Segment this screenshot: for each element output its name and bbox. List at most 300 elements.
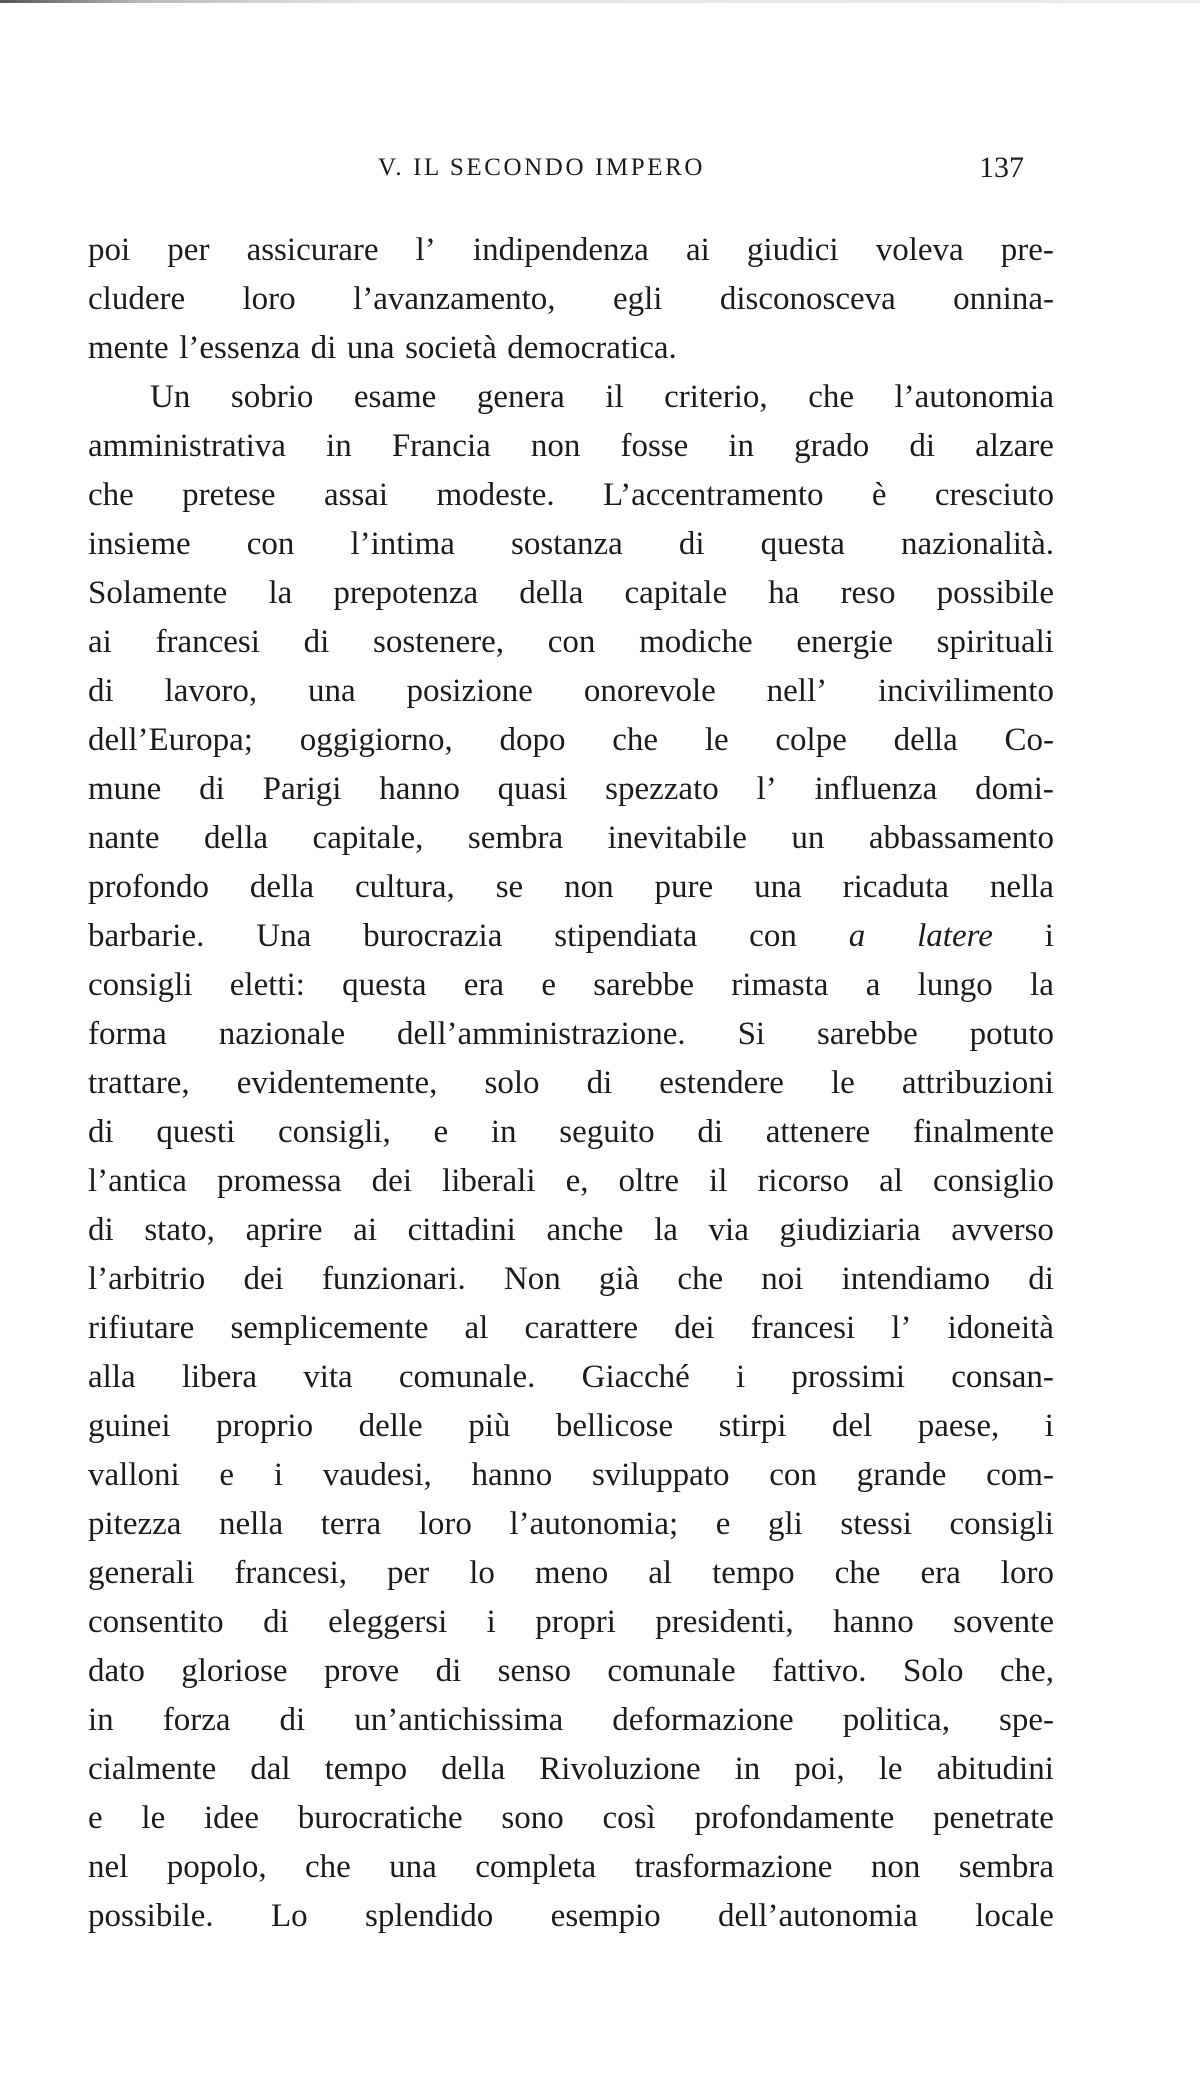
word: della: [203, 820, 269, 856]
word: questa: [760, 526, 845, 562]
word: Non: [503, 1261, 561, 1297]
text-line: [88, 667, 1054, 716]
word: criterio,: [664, 379, 768, 415]
word: promessa: [216, 1163, 342, 1199]
text-line: [88, 863, 1054, 912]
word: spirituali: [936, 624, 1054, 660]
word: la: [1030, 967, 1054, 1003]
text-line: [88, 1059, 1054, 1108]
word: francesi,: [234, 1555, 347, 1591]
word: com-: [986, 1457, 1054, 1493]
word: giudiziaria: [779, 1212, 921, 1248]
word: vaudesi,: [322, 1457, 432, 1493]
word: dei: [371, 1163, 412, 1199]
word: una: [754, 869, 802, 905]
word: dell’amministrazione.: [397, 1016, 686, 1052]
word: stirpi: [718, 1408, 787, 1444]
word: a: [865, 967, 881, 1003]
word: nante: [88, 820, 160, 856]
word: di: [435, 1653, 462, 1689]
word: l’essenza: [179, 330, 301, 366]
word: questa: [342, 967, 427, 1003]
word: l’avanzamento,: [353, 281, 556, 317]
word: profondo: [88, 869, 209, 905]
word: prove: [324, 1653, 400, 1689]
word: Co-: [1004, 722, 1054, 758]
word: e: [219, 1457, 235, 1493]
word: barbarie.: [88, 918, 205, 954]
word: Francia: [391, 428, 491, 464]
word: voleva: [875, 232, 964, 268]
word: e: [88, 1800, 103, 1836]
word: generali: [88, 1555, 195, 1591]
word: ai: [353, 1212, 377, 1248]
word: via: [708, 1212, 749, 1248]
word: grande: [856, 1457, 947, 1493]
word: della: [249, 869, 315, 905]
word: consigli: [88, 967, 193, 1003]
word: poi: [88, 232, 131, 268]
word: di: [310, 330, 337, 366]
word: posizione: [406, 673, 533, 709]
word: pre-: [1000, 232, 1054, 268]
word: e: [433, 1114, 449, 1150]
word: le: [830, 1065, 855, 1101]
word: deformazione: [612, 1702, 794, 1738]
word: penetrate: [933, 1800, 1054, 1836]
word: finalmente: [912, 1114, 1054, 1150]
word: lavoro,: [164, 673, 258, 709]
text-line: [88, 1451, 1054, 1500]
word: noi: [761, 1261, 804, 1297]
word: esame: [353, 379, 437, 415]
word: cludere: [88, 281, 186, 317]
text-line: [88, 1696, 1054, 1745]
word: Una: [256, 918, 312, 954]
word: pitezza: [88, 1506, 182, 1542]
word: possibile: [936, 575, 1054, 611]
word: che,: [999, 1653, 1054, 1689]
word: trasformazione: [634, 1849, 833, 1885]
text-line: [88, 1353, 1054, 1402]
word: che: [612, 722, 659, 758]
word: già: [598, 1261, 640, 1297]
word: per: [167, 232, 210, 268]
word: avverso: [951, 1212, 1054, 1248]
text-line: [88, 1500, 1054, 1549]
word: fosse: [620, 428, 689, 464]
word: nell’: [766, 673, 828, 709]
word: nella: [219, 1506, 284, 1542]
word: al: [879, 1163, 903, 1199]
word: assai: [323, 477, 389, 513]
text-line: [88, 324, 1054, 373]
text-line: [88, 1647, 1054, 1696]
word: comunale: [607, 1653, 736, 1689]
word: dei: [674, 1310, 715, 1346]
word: influenza: [814, 771, 938, 807]
word: ricaduta: [842, 869, 949, 905]
word: intendiamo: [841, 1261, 991, 1297]
word: abbassamento: [868, 820, 1054, 856]
word: francesi: [155, 624, 260, 660]
text-line: [88, 1206, 1054, 1255]
word: guinei: [88, 1408, 171, 1444]
word: i: [273, 1457, 283, 1493]
word: per: [387, 1555, 430, 1591]
word: di: [88, 673, 114, 709]
word: estendere: [659, 1065, 784, 1101]
word: valloni: [88, 1457, 180, 1493]
word: colpe: [775, 722, 847, 758]
text-line: [88, 520, 1054, 569]
word: il: [709, 1163, 728, 1199]
word: più: [468, 1408, 511, 1444]
word: le: [141, 1800, 166, 1836]
word: consiglio: [933, 1163, 1054, 1199]
word: funzionari.: [321, 1261, 466, 1297]
word: di: [909, 428, 936, 464]
text-line: [88, 1794, 1054, 1843]
word: liberali: [442, 1163, 536, 1199]
word: capitale: [624, 575, 728, 611]
word: pretese: [182, 477, 276, 513]
word: domi-: [975, 771, 1054, 807]
word: l’intima: [350, 526, 455, 562]
word: onnina-: [953, 281, 1054, 317]
word: e,: [565, 1163, 589, 1199]
word: con: [246, 526, 295, 562]
word: l’: [415, 232, 436, 268]
word: le: [878, 1751, 903, 1787]
word: rimasta: [731, 967, 829, 1003]
word: oggigiorno,: [299, 722, 453, 758]
word: consigli: [949, 1506, 1054, 1542]
word: della: [441, 1751, 506, 1787]
word: inevitabile: [607, 820, 747, 856]
word: giudici: [746, 232, 839, 268]
word: che: [88, 477, 134, 513]
word: con: [749, 918, 797, 954]
page-top-edge: [0, 0, 1200, 3]
word: dal: [250, 1751, 291, 1787]
text-line: [88, 1598, 1054, 1647]
word: tempo: [712, 1555, 795, 1591]
word: di: [199, 771, 225, 807]
word: mune: [88, 771, 162, 807]
text-line: [88, 1549, 1054, 1598]
text-line: [88, 275, 1054, 324]
word: la: [268, 575, 293, 611]
word: sostenere,: [373, 624, 505, 660]
body-text: [88, 226, 1054, 1941]
word: sembra: [467, 820, 564, 856]
word: i: [1044, 1408, 1054, 1444]
word: dopo: [499, 722, 566, 758]
word: delle: [358, 1408, 423, 1444]
word: e: [541, 967, 556, 1003]
word: stato,: [144, 1212, 215, 1248]
word: paese,: [917, 1408, 1000, 1444]
text-line: [88, 1745, 1054, 1794]
word: loro: [1000, 1555, 1054, 1591]
word: Solamente: [88, 575, 228, 611]
word: eleggersi: [328, 1604, 448, 1640]
word: che: [808, 379, 854, 415]
word: rifiutare: [88, 1310, 195, 1346]
word: di: [678, 526, 705, 562]
word: idee: [204, 1800, 259, 1836]
word: la: [654, 1212, 678, 1248]
word: meno: [534, 1555, 609, 1591]
word: presidenti,: [655, 1604, 794, 1640]
word: se: [495, 869, 524, 905]
word: assicurare: [246, 232, 379, 268]
word: dell’Europa;: [88, 722, 253, 758]
word: evidentemente,: [236, 1065, 438, 1101]
word: in: [490, 1114, 517, 1150]
word: senso: [497, 1653, 571, 1689]
word: di: [1028, 1261, 1054, 1297]
word: quasi: [497, 771, 568, 807]
word: cresciuto: [934, 477, 1054, 513]
word: tempo: [324, 1751, 408, 1787]
word: dell’autonomia: [718, 1898, 918, 1934]
word: ha: [768, 575, 800, 611]
word: politica,: [842, 1702, 950, 1738]
word: hanno: [379, 771, 460, 807]
word: seguito: [559, 1114, 655, 1150]
word: locale: [975, 1898, 1054, 1934]
word: un’antichissima: [354, 1702, 564, 1738]
word: Lo: [270, 1898, 308, 1934]
text-line: [88, 618, 1054, 667]
word: solo: [484, 1065, 540, 1101]
text-line: [88, 814, 1054, 863]
word: sono: [501, 1800, 564, 1836]
word: loro: [242, 281, 296, 317]
word: spe-: [999, 1702, 1054, 1738]
word: eletti:: [229, 967, 305, 1003]
word: libera: [181, 1359, 257, 1395]
word: è: [871, 477, 887, 513]
text-line: [88, 471, 1054, 520]
word: l’autonomia: [894, 379, 1054, 415]
word: sobrio: [230, 379, 314, 415]
word: loro: [418, 1506, 472, 1542]
word: abitudini: [936, 1751, 1054, 1787]
text-line: [88, 961, 1054, 1010]
word: genera: [476, 379, 565, 415]
word: grado: [794, 428, 870, 464]
word: propri: [535, 1604, 616, 1640]
word: della: [519, 575, 584, 611]
word: questi: [156, 1114, 236, 1150]
word: sarebbe: [593, 967, 695, 1003]
word: L’accentramento: [603, 477, 824, 513]
word: sostanza: [510, 526, 623, 562]
word: i: [1044, 918, 1054, 954]
word: bellicose: [555, 1408, 674, 1444]
word: latere: [917, 918, 993, 954]
word: al: [464, 1310, 489, 1346]
text-line: [88, 226, 1054, 275]
word: amministrativa: [88, 428, 286, 464]
text-line: [88, 1843, 1054, 1892]
word: ai: [88, 624, 112, 660]
word: democratica.: [507, 330, 677, 366]
text-line: [88, 1010, 1054, 1059]
text-line: [88, 1157, 1054, 1206]
word: non: [530, 428, 581, 464]
word: comunale.: [398, 1359, 536, 1395]
word: con: [547, 624, 596, 660]
text-line: [88, 422, 1054, 471]
word: consentito: [88, 1604, 224, 1640]
word: spezzato: [605, 771, 719, 807]
word: forza: [162, 1702, 231, 1738]
word: l’antica: [88, 1163, 187, 1199]
word: in: [728, 428, 755, 464]
word: esempio: [550, 1898, 661, 1934]
word: della: [893, 722, 958, 758]
word: del: [831, 1408, 873, 1444]
word: sembra: [958, 1849, 1054, 1885]
word: pure: [654, 869, 714, 905]
word: splendido: [364, 1898, 494, 1934]
word: stessi: [840, 1506, 912, 1542]
word: ricorso: [757, 1163, 850, 1199]
text-line: [88, 912, 1054, 961]
word: consigli,: [277, 1114, 391, 1150]
word: così: [602, 1800, 656, 1836]
word: a: [848, 918, 866, 954]
word: gli: [767, 1506, 803, 1542]
word: le: [704, 722, 729, 758]
word: l’autonomia;: [509, 1506, 679, 1542]
word: semplicemente: [230, 1310, 429, 1346]
word: modeste.: [436, 477, 555, 513]
word: cialmente: [88, 1751, 217, 1787]
word: che: [305, 1849, 351, 1885]
word: onorevole: [583, 673, 716, 709]
word: società: [405, 330, 497, 366]
word: poi,: [794, 1751, 845, 1787]
word: francesi: [750, 1310, 856, 1346]
word: stipendiata: [554, 918, 698, 954]
word: prossimi: [791, 1359, 906, 1395]
word: in: [326, 428, 352, 464]
word: l’arbitrio: [88, 1261, 206, 1297]
text-line: [88, 1892, 1054, 1941]
word: sviluppato: [591, 1457, 730, 1493]
word: fattivo.: [772, 1653, 867, 1689]
word: dato: [88, 1653, 145, 1689]
word: ai: [685, 232, 710, 268]
word: Giacché: [581, 1359, 690, 1395]
word: cultura,: [354, 869, 455, 905]
word: popolo,: [166, 1849, 267, 1885]
word: attribuzioni: [901, 1065, 1054, 1101]
word: nella: [989, 869, 1054, 905]
word: Solo: [902, 1653, 964, 1689]
word: terra: [320, 1506, 382, 1542]
text-line: [88, 716, 1054, 765]
word: modiche: [639, 624, 753, 660]
word: idoneità: [947, 1310, 1054, 1346]
word: vita: [303, 1359, 353, 1395]
word: non: [870, 1849, 921, 1885]
text-line: [88, 373, 1054, 422]
word: cittadini: [407, 1212, 516, 1248]
word: lo: [469, 1555, 495, 1591]
word: Rivoluzione: [539, 1751, 701, 1787]
word: incivilimento: [877, 673, 1054, 709]
text-line: [88, 1108, 1054, 1157]
word: in: [734, 1751, 761, 1787]
word: era: [463, 967, 505, 1003]
word: di: [263, 1604, 289, 1640]
text-line: [88, 569, 1054, 618]
word: sovente: [953, 1604, 1054, 1640]
word: Un: [150, 379, 191, 415]
word: potuto: [969, 1016, 1054, 1052]
word: una: [346, 330, 395, 366]
word: non: [564, 869, 614, 905]
word: nel: [88, 1849, 129, 1885]
chapter-title: V. IL SECONDO IMPERO: [378, 154, 706, 181]
page-number: 137: [979, 151, 1024, 184]
text-line: [88, 1304, 1054, 1353]
word: di: [697, 1114, 723, 1150]
word: alla: [88, 1359, 136, 1395]
text-line: [88, 1402, 1054, 1451]
word: egli: [612, 281, 663, 317]
word: insieme: [88, 526, 191, 562]
word: di: [88, 1114, 114, 1150]
word: l’: [891, 1310, 912, 1346]
word: di: [586, 1065, 613, 1101]
word: trattare,: [88, 1065, 190, 1101]
word: completa: [475, 1849, 597, 1885]
word: in: [88, 1702, 114, 1738]
word: forma: [88, 1016, 167, 1052]
word: hanno: [833, 1604, 914, 1640]
word: e: [715, 1506, 731, 1542]
word: attenere: [765, 1114, 871, 1150]
word: nazionalità.: [900, 526, 1054, 562]
word: gloriose: [181, 1653, 288, 1689]
word: capitale,: [312, 820, 424, 856]
word: dei: [243, 1261, 284, 1297]
word: aprire: [245, 1212, 323, 1248]
word: prepotenza: [333, 575, 479, 611]
word: proprio: [215, 1408, 314, 1444]
word: una: [389, 1849, 437, 1885]
running-head: [0, 148, 1200, 188]
word: i: [735, 1359, 746, 1395]
word: carattere: [524, 1310, 639, 1346]
word: il: [605, 379, 624, 415]
word: burocrazia: [363, 918, 503, 954]
word: di: [88, 1212, 114, 1248]
word: Parigi: [262, 771, 342, 807]
word: nazionale: [218, 1016, 346, 1052]
word: disconosceva: [719, 281, 896, 317]
word: indipendenza: [472, 232, 649, 268]
word: i: [486, 1604, 496, 1640]
word: era: [920, 1555, 961, 1591]
